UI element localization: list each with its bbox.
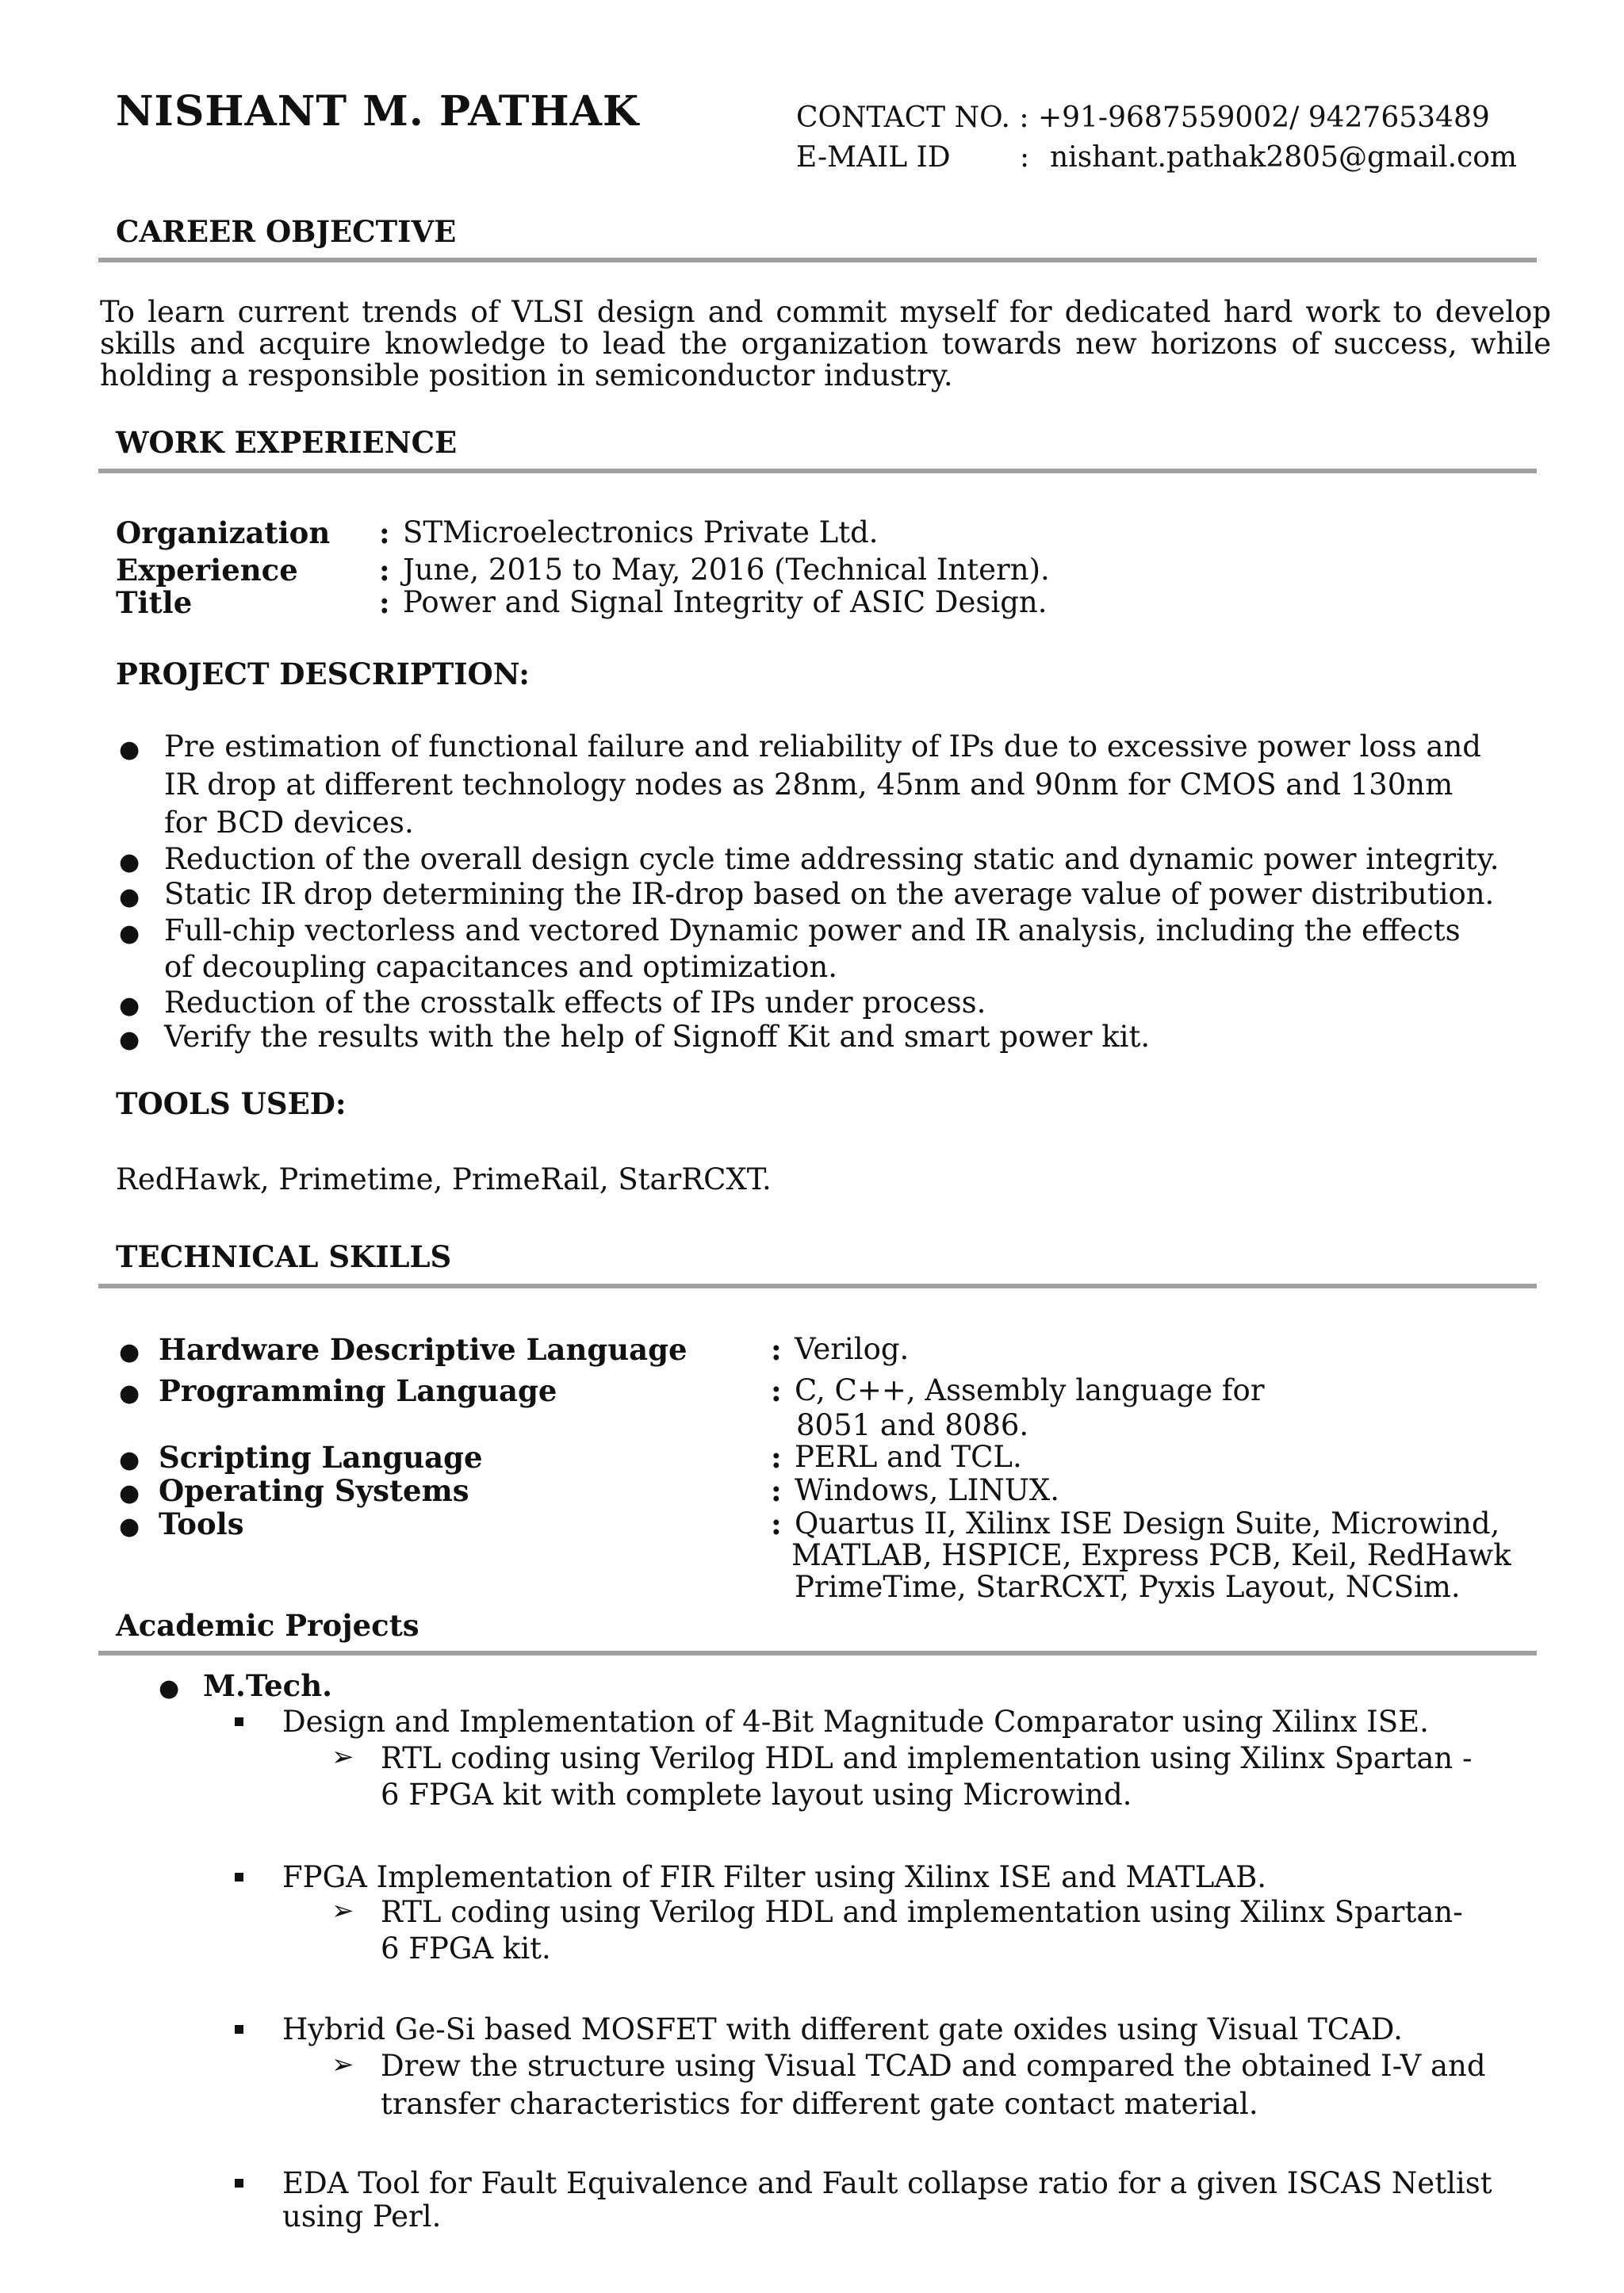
square-bullet-icon: [235, 1717, 243, 1726]
career-objective-heading: CAREER OBJECTIVE: [116, 214, 457, 249]
academic-project-title: Design and Implementation of 4-Bit Magnitude Comparator using Xilinx ISE.: [282, 1705, 1429, 1739]
square-bullet-icon: [235, 2179, 243, 2188]
project-bullet-line: for BCD devices.: [164, 806, 414, 840]
bullet-icon: ●: [119, 736, 140, 764]
colon: :: [379, 585, 390, 620]
title-value: Power and Signal Integrity of ASIC Design.: [403, 585, 1048, 619]
skill-value: MATLAB, HSPICE, Express PCB, Keil, RedHawk: [791, 1538, 1511, 1572]
technical-skills-heading: TECHNICAL SKILLS: [116, 1239, 452, 1274]
bullet-icon: ●: [119, 1026, 140, 1054]
colon: :: [379, 553, 390, 588]
project-bullet-line: Full-chip vectorless and vectored Dynamic power and IR analysis, including the effects: [164, 913, 1461, 947]
colon: :: [771, 1473, 782, 1508]
project-bullet-line: Static IR drop determining the IR-drop based on the average value of power distribution.: [164, 877, 1495, 911]
skill-value: 8051 and 8086.: [796, 1408, 1029, 1442]
academic-project-detail: 6 FPGA kit with complete layout using Microwind.: [381, 1778, 1132, 1812]
tools-used-text: RedHawk, Primetime, PrimeRail, StarRCXT.: [116, 1162, 772, 1196]
colon: :: [771, 1373, 782, 1408]
project-bullet-line: IR drop at different technology nodes as 28nm, 45nm and 90nm for CMOS and 130nm: [164, 768, 1454, 802]
experience-value: June, 2015 to May, 2016 (Technical Intern).: [403, 553, 1050, 587]
work-experience-heading: WORK EXPERIENCE: [116, 425, 458, 460]
square-bullet-icon: [235, 1873, 243, 1881]
colon: :: [771, 1440, 782, 1475]
academic-project-detail: 6 FPGA kit.: [381, 1931, 551, 1966]
skill-value: C, C++, Assembly language for: [795, 1373, 1265, 1407]
project-description-heading: PROJECT DESCRIPTION:: [116, 657, 530, 691]
skill-label-tools: Tools: [159, 1506, 244, 1541]
skill-value: Windows, LINUX.: [795, 1473, 1060, 1507]
bullet-icon: ●: [119, 1513, 140, 1541]
academic-project-detail: RTL coding using Verilog HDL and implementation using Xilinx Spartan-: [381, 1895, 1463, 1929]
bullet-icon: ●: [159, 1675, 180, 1702]
bullet-icon: ●: [119, 1338, 140, 1366]
skill-label-hdl: Hardware Descriptive Language: [159, 1332, 688, 1367]
bullet-icon: ●: [119, 1380, 140, 1407]
colon: :: [771, 1506, 782, 1541]
bullet-icon: ●: [119, 920, 140, 947]
project-bullet-line: Reduction of the crosstalk effects of IPs under process.: [164, 986, 986, 1020]
contact-number: CONTACT NO. : +91-9687559002/ 9427653489: [796, 101, 1490, 134]
tools-used-heading: TOOLS USED:: [116, 1086, 347, 1121]
academic-project-detail: RTL coding using Verilog HDL and implementation using Xilinx Spartan -: [381, 1741, 1473, 1775]
skill-label-programming: Programming Language: [159, 1373, 557, 1408]
section-divider: [98, 1651, 1537, 1656]
degree-level: M.Tech.: [203, 1668, 332, 1703]
academic-project-title: FPGA Implementation of FIR Filter using Xilinx ISE and MATLAB.: [282, 1860, 1267, 1894]
project-bullet-line: Reduction of the overall design cycle time addressing static and dynamic power integrity.: [164, 842, 1500, 876]
email-label: E-MAIL ID: [796, 141, 951, 174]
section-divider: [98, 1284, 1537, 1288]
academic-project-title: Hybrid Ge-Si based MOSFET with different gate oxides using Visual TCAD.: [282, 2012, 1403, 2046]
section-divider: [98, 469, 1537, 473]
square-bullet-icon: [235, 2025, 243, 2034]
academic-projects-heading: Academic Projects: [116, 1608, 419, 1643]
project-bullet-line: Verify the results with the help of Signoff Kit and smart power kit.: [164, 1020, 1151, 1054]
title-label: Title: [116, 585, 193, 620]
experience-label: Experience: [116, 553, 298, 588]
organization-label: Organization: [116, 515, 331, 550]
email-value: nishant.pathak2805@gmail.com: [1050, 141, 1518, 174]
skill-value: Quartus II, Xilinx ISE Design Suite, Microwind,: [795, 1506, 1500, 1541]
project-bullet-line: Pre estimation of functional failure and reliability of IPs due to excessive power loss and: [164, 729, 1481, 764]
bullet-icon: ●: [119, 1480, 140, 1507]
academic-project-title: EDA Tool for Fault Equivalence and Fault collapse ratio for a given ISCAS Netlist: [282, 2166, 1492, 2200]
academic-project-detail: transfer characteristics for different gate contact material.: [381, 2087, 1258, 2121]
skill-value: PERL and TCL.: [795, 1440, 1022, 1474]
arrow-bullet-icon: ➢: [331, 1741, 354, 1773]
bullet-icon: ●: [119, 1446, 140, 1474]
organization-value: STMicroelectronics Private Ltd.: [403, 515, 879, 549]
bullet-icon: ●: [119, 883, 140, 911]
career-objective-text: To learn current trends of VLSI design and commit myself for dedicated hard work to develop skills and acquire knowledge to lead the organization towards new horizons of success, while holding a responsible position in semiconductor industry.: [100, 295, 1551, 392]
colon: :: [379, 515, 390, 550]
project-bullet-line: of decoupling capacitances and optimization.: [164, 950, 838, 984]
skill-value: PrimeTime, StarRCXT, Pyxis Layout, NCSim.: [795, 1570, 1461, 1604]
arrow-bullet-icon: ➢: [331, 1895, 354, 1927]
colon: :: [771, 1332, 782, 1367]
email-separator: :: [1020, 141, 1030, 174]
skill-label-os: Operating Systems: [159, 1473, 469, 1508]
arrow-bullet-icon: ➢: [331, 2049, 354, 2081]
skill-label-scripting: Scripting Language: [159, 1440, 483, 1475]
candidate-name: NISHANT M. PATHAK: [116, 87, 640, 136]
bullet-icon: ●: [119, 848, 140, 876]
bullet-icon: ●: [119, 992, 140, 1020]
skill-value: Verilog.: [795, 1332, 910, 1366]
section-divider: [98, 258, 1537, 262]
academic-project-title: using Perl.: [282, 2199, 442, 2234]
academic-project-detail: Drew the structure using Visual TCAD and compared the obtained I-V and: [381, 2049, 1486, 2083]
